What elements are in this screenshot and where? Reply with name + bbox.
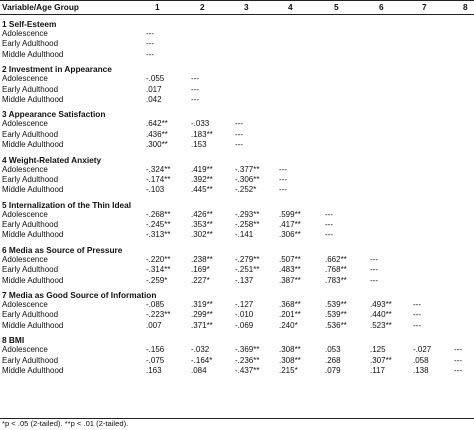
table-row <box>0 185 474 195</box>
table-cell: -.258** <box>235 220 260 230</box>
table-row <box>0 265 474 275</box>
table-cell: -.252* <box>235 185 257 195</box>
header-label: Variable/Age Group <box>2 2 79 12</box>
table-cell: --- <box>191 74 199 84</box>
row-label: Middle Adulthood <box>2 275 64 285</box>
header-col-5: 5 <box>334 2 339 12</box>
table-cell: .117 <box>370 365 385 375</box>
row-label: Early Adulthood <box>2 220 59 230</box>
table-cell: --- <box>146 29 154 38</box>
table-cell: .007 <box>146 320 162 330</box>
table-row <box>0 321 474 331</box>
table-cell: .392** <box>191 174 213 184</box>
table-cell: -.313** <box>146 230 171 240</box>
table-cell: -.141 <box>235 230 254 240</box>
table-cell: .308** <box>279 345 301 355</box>
table-cell: --- <box>325 230 333 240</box>
table-cell: -.032 <box>191 345 210 355</box>
section-title-text: 6 Media as Source of Pressure <box>2 244 123 255</box>
header-col-1: 1 <box>155 2 160 12</box>
table-cell: .483** <box>279 265 301 275</box>
table-cell: .053 <box>325 345 341 355</box>
table-cell: -.324** <box>146 164 171 174</box>
table-cell: --- <box>235 119 243 129</box>
row-label: Adolescence <box>2 119 48 129</box>
row-label: Adolescence <box>2 74 48 84</box>
table-cell: .268 <box>325 355 341 365</box>
table-cell: --- <box>413 320 421 330</box>
table-cell: -.085 <box>146 300 165 310</box>
row-label: Middle Adulthood <box>2 365 64 375</box>
section-title-text: 4 Weight-Related Anxiety <box>2 154 102 165</box>
row-label: Middle Adulthood <box>2 230 64 240</box>
row-label: Adolescence <box>2 209 48 219</box>
row-label: Middle Adulthood <box>2 140 64 150</box>
table-cell: .017 <box>146 84 162 94</box>
table-cell: .536** <box>325 320 347 330</box>
table-cell: -.437** <box>235 365 260 375</box>
table-cell: -.027 <box>413 345 432 355</box>
table-cell: --- <box>146 39 154 49</box>
section-title <box>0 63 474 74</box>
table-cell: --- <box>235 140 243 150</box>
table-cell: .419** <box>191 164 213 174</box>
table-cell: .783** <box>325 275 347 285</box>
table-row <box>0 95 474 105</box>
table-row <box>0 175 474 185</box>
row-label: Adolescence <box>2 345 48 355</box>
table-cell: .138 <box>413 365 429 375</box>
section-title <box>0 289 474 300</box>
table-cell: -.075 <box>146 355 165 365</box>
table-row <box>0 39 474 49</box>
table-cell: -.010 <box>235 310 254 320</box>
section-title <box>0 244 474 255</box>
table-cell: --- <box>325 209 333 219</box>
table-row <box>0 255 474 265</box>
row-label: Adolescence <box>2 29 48 38</box>
table-cell: .163 <box>146 365 162 375</box>
table-cell: .215* <box>279 365 298 375</box>
table-cell: --- <box>325 220 333 230</box>
table-cell: .042 <box>146 94 162 104</box>
table-cell: .227* <box>191 275 210 285</box>
table-cell: .058 <box>413 355 429 365</box>
table-row <box>0 130 474 140</box>
table-cell: .599** <box>279 209 301 219</box>
table-cell: .662** <box>325 254 347 264</box>
section-title <box>0 154 474 165</box>
table-cell: --- <box>413 300 421 310</box>
table-body <box>0 15 474 376</box>
table-row <box>0 366 474 376</box>
table-cell: .299** <box>191 310 213 320</box>
table-cell: --- <box>146 49 154 59</box>
table-cell: .084 <box>191 365 207 375</box>
table-cell: --- <box>454 345 462 355</box>
row-label: Middle Adulthood <box>2 49 64 59</box>
table-cell: -.156 <box>146 345 165 355</box>
table-row <box>0 210 474 220</box>
table-cell: --- <box>454 365 462 375</box>
table-cell: .169* <box>191 265 210 275</box>
table-cell: .426** <box>191 209 213 219</box>
table-cell: --- <box>370 265 378 275</box>
row-label: Adolescence <box>2 164 48 174</box>
table-cell: .417** <box>279 220 301 230</box>
header-col-4: 4 <box>288 2 293 12</box>
table-cell: .240* <box>279 320 298 330</box>
table-row <box>0 29 474 39</box>
table-cell: --- <box>279 185 287 195</box>
table-row <box>0 276 474 286</box>
table-row <box>0 230 474 240</box>
footnote: *p < .05 (2-tailed). **p < .01 (2-tailed). <box>2 419 129 428</box>
table-cell: -.293** <box>235 209 260 219</box>
section-title <box>0 199 474 210</box>
table-cell: -.220** <box>146 254 171 264</box>
section-title-text: 1 Self-Esteem <box>2 19 57 29</box>
section-title-text: 2 Investment in Appearance <box>2 64 112 75</box>
table-row <box>0 165 474 175</box>
table-cell: .371** <box>191 320 213 330</box>
table-cell: .445** <box>191 185 213 195</box>
section-title <box>0 334 474 345</box>
row-label: Adolescence <box>2 300 48 310</box>
table-cell: -.314** <box>146 265 171 275</box>
table-cell: .300** <box>146 140 168 150</box>
header-col-7: 7 <box>422 2 427 12</box>
table-cell: .507** <box>279 254 301 264</box>
row-label: Middle Adulthood <box>2 94 64 104</box>
table-cell: -.069 <box>235 320 254 330</box>
table-cell: -.033 <box>191 119 210 129</box>
section-title-text: 8 BMI <box>2 335 25 346</box>
table-cell: .768** <box>325 265 347 275</box>
table-row <box>0 50 474 60</box>
table-cell: -.279** <box>235 254 260 264</box>
table-cell: -.268** <box>146 209 171 219</box>
table-cell: -.245** <box>146 220 171 230</box>
table-cell: .238** <box>191 254 213 264</box>
table-cell: .539** <box>325 310 347 320</box>
row-label: Early Adulthood <box>2 265 59 275</box>
table-cell: -.369** <box>235 345 260 355</box>
table-cell: -.174** <box>146 174 171 184</box>
table-cell: .353** <box>191 220 213 230</box>
table-cell: --- <box>370 254 378 264</box>
table-cell: .387** <box>279 275 301 285</box>
table-cell: .368** <box>279 300 301 310</box>
table-cell: .125 <box>370 345 386 355</box>
section-title <box>0 18 474 29</box>
header-col-3: 3 <box>244 2 249 12</box>
table-row <box>0 220 474 230</box>
table-row <box>0 140 474 150</box>
table-cell: .306** <box>279 230 301 240</box>
table-cell: -.259* <box>146 275 168 285</box>
row-label: Early Adulthood <box>2 84 59 94</box>
row-label: Early Adulthood <box>2 355 59 365</box>
table-cell: .440** <box>370 310 392 320</box>
table-cell: .319** <box>191 300 213 310</box>
header-col-8: 8 <box>463 2 468 12</box>
table-cell: .153 <box>191 140 207 150</box>
header-col-6: 6 <box>379 2 384 12</box>
section-title-text: 3 Appearance Satisfaction <box>2 109 106 120</box>
table-cell: --- <box>191 84 199 94</box>
table-cell: --- <box>191 94 199 104</box>
table-cell: -.223** <box>146 310 171 320</box>
section-title-text: 5 Internalization of the Thin Ideal <box>2 199 132 210</box>
table-cell: .302** <box>191 230 213 240</box>
table-row <box>0 345 474 355</box>
table-row <box>0 85 474 95</box>
table-header <box>0 0 474 15</box>
table-row <box>0 74 474 84</box>
table-row <box>0 300 474 310</box>
table-cell: .539** <box>325 300 347 310</box>
table-cell: -.137 <box>235 275 254 285</box>
row-label: Adolescence <box>2 254 48 264</box>
section-title <box>0 108 474 119</box>
table-cell: -.103 <box>146 185 165 195</box>
table-cell: -.055 <box>146 74 165 84</box>
table-cell: -.306** <box>235 174 260 184</box>
table-row <box>0 356 474 366</box>
row-label: Middle Adulthood <box>2 185 64 195</box>
row-label: Early Adulthood <box>2 129 59 139</box>
table-row <box>0 119 474 129</box>
table-cell: .642** <box>146 119 168 129</box>
section-title-text: 7 Media as Good Source of Information <box>2 290 157 301</box>
table-cell: --- <box>413 310 421 320</box>
row-label: Early Adulthood <box>2 310 59 320</box>
table-cell: --- <box>370 275 378 285</box>
table-cell: -.236** <box>235 355 260 365</box>
table-cell: .079 <box>325 365 341 375</box>
table-cell: .183** <box>191 129 213 139</box>
table-cell: -.377** <box>235 164 260 174</box>
row-label: Early Adulthood <box>2 174 59 184</box>
header-col-2: 2 <box>200 2 205 12</box>
table-cell: .308** <box>279 355 301 365</box>
table-cell: -.164* <box>191 355 213 365</box>
table-cell: .201** <box>279 310 301 320</box>
table-cell: -.127 <box>235 300 254 310</box>
table-cell: .523** <box>370 320 392 330</box>
table-row <box>0 310 474 320</box>
table-cell: --- <box>235 129 243 139</box>
table-cell: .493** <box>370 300 392 310</box>
table-cell: --- <box>454 355 462 365</box>
table-cell: --- <box>279 174 287 184</box>
row-label: Middle Adulthood <box>2 320 64 330</box>
row-label: Early Adulthood <box>2 39 59 49</box>
table-cell: .436** <box>146 129 168 139</box>
table-cell: -.251** <box>235 265 260 275</box>
table-cell: --- <box>279 164 287 174</box>
table-cell: .307** <box>370 355 392 365</box>
